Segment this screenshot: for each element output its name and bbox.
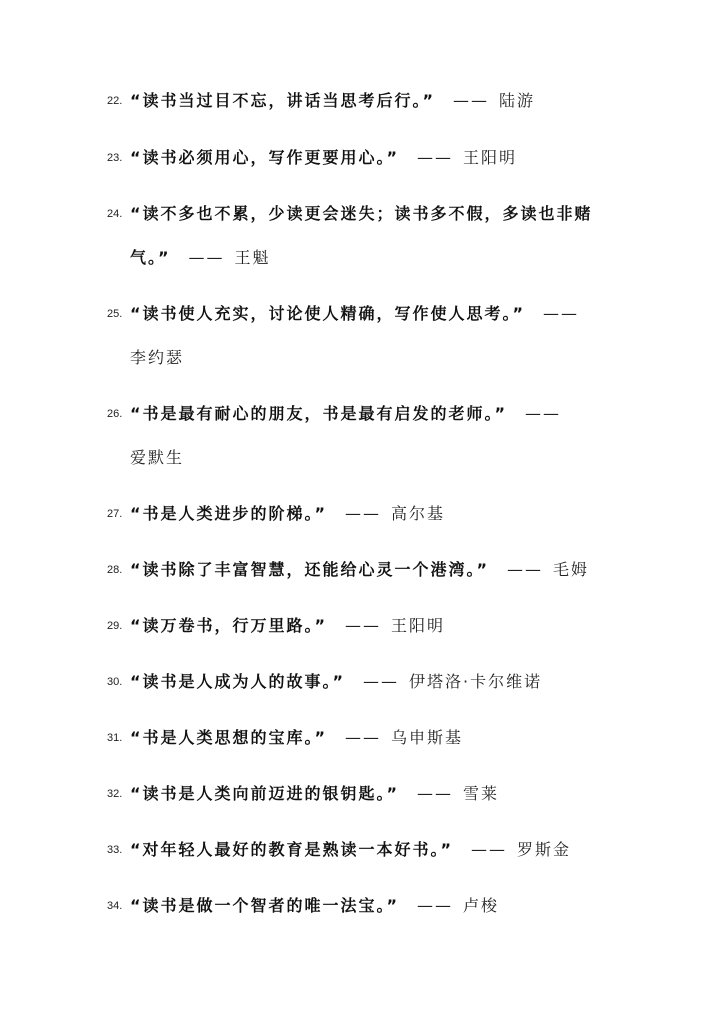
quote-dash: ——: [417, 896, 454, 915]
quote-dash: ——: [471, 840, 508, 859]
quote-dash: ——: [363, 672, 400, 691]
quote-text: “读书必须用心，写作更要用心。”: [130, 148, 400, 167]
quote-author: 王阳明: [391, 616, 446, 635]
quote-author: 卢梭: [463, 896, 500, 915]
quote-number: 34.: [107, 900, 123, 912]
quote-number: 28.: [107, 564, 123, 576]
quote-dash: ——: [453, 91, 490, 110]
quote-dash: ——: [525, 404, 562, 423]
quote-author: 陆游: [499, 91, 536, 110]
quote-item: [0, 496, 720, 536]
quote-item: [0, 296, 720, 336]
quote-dash: ——: [507, 560, 544, 579]
quote-author: 爱默生: [130, 448, 185, 467]
quote-author: 高尔基: [391, 504, 446, 523]
quote-number: 23.: [107, 152, 123, 164]
quote-dash: ——: [417, 148, 454, 167]
quote-continuation: [0, 340, 720, 380]
quote-item: [0, 832, 720, 872]
quote-dash: ——: [417, 784, 454, 803]
quote-author: 王阳明: [463, 148, 518, 167]
quote-text: “读万卷书，行万里路。”: [130, 616, 328, 635]
quote-text: “书是最有耐心的朋友，书是最有启发的老师。”: [130, 404, 508, 423]
quote-text: “对年轻人最好的教育是熟读一本好书。”: [130, 840, 454, 859]
quote-author: 王魁: [234, 248, 271, 267]
quote-dash: ——: [345, 616, 382, 635]
quote-item: [0, 720, 720, 760]
quote-dash: ——: [345, 504, 382, 523]
quote-author: 毛姆: [553, 560, 590, 579]
quote-dash: ——: [345, 728, 382, 747]
quote-item: [0, 140, 720, 180]
quote-text: “书是人类进步的阶梯。”: [130, 504, 328, 523]
quote-dash: ——: [543, 304, 580, 323]
quote-text: “读书是人类向前迈进的银钥匙。”: [130, 784, 400, 803]
quote-author: 李约瑟: [130, 348, 185, 367]
quote-continuation: [0, 440, 720, 480]
quote-item: [0, 396, 720, 436]
quote-author: 罗斯金: [517, 840, 572, 859]
quote-number: 27.: [107, 508, 123, 520]
quote-number: 29.: [107, 620, 123, 632]
quote-text-continued: 气。”: [130, 248, 171, 267]
quote-text: “读书是人成为人的故事。”: [130, 672, 346, 691]
quote-number: 24.: [107, 208, 123, 220]
quote-author: 乌申斯基: [391, 728, 464, 747]
quote-text: “读书是做一个智者的唯一法宝。”: [130, 896, 400, 915]
quote-number: 31.: [107, 732, 123, 744]
quote-item: [0, 196, 720, 236]
quote-item: [0, 888, 720, 928]
quote-author: 伊塔洛·卡尔维诺: [409, 672, 543, 691]
quote-number: 30.: [107, 676, 123, 688]
quote-text: “读书使人充实，讨论使人精确，写作使人思考。”: [130, 304, 526, 323]
quote-dash: ——: [188, 248, 225, 267]
quote-text: “读不多也不累，少读更会迷失；读书多不假，多读也非赌: [130, 204, 593, 223]
quote-text: “读书除了丰富智慧，还能给心灵一个港湾。”: [130, 560, 490, 579]
quote-number: 32.: [107, 788, 123, 800]
quote-number: 22.: [107, 95, 123, 107]
quote-number: 26.: [107, 408, 123, 420]
quote-number: 33.: [107, 844, 123, 856]
quote-item: [0, 664, 720, 704]
quote-text: “读书当过目不忘，讲话当思考后行。”: [130, 91, 436, 110]
quote-item: [0, 608, 720, 648]
quote-item: [0, 552, 720, 592]
quote-continuation: [0, 240, 720, 280]
quote-number: 25.: [107, 308, 123, 320]
quote-item: [0, 83, 720, 123]
quote-item: [0, 776, 720, 816]
quote-author: 雪莱: [463, 784, 500, 803]
quote-text: “书是人类思想的宝库。”: [130, 728, 328, 747]
